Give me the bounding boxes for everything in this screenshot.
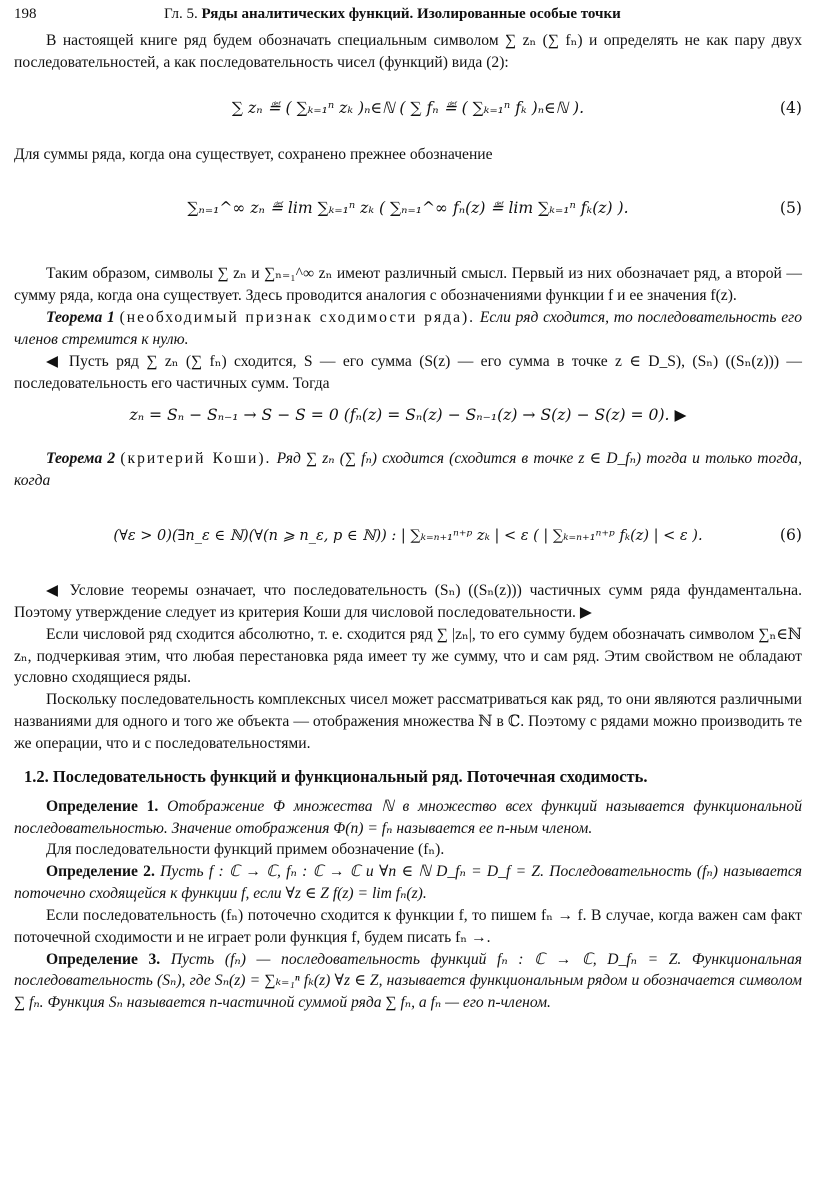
proof-1-equation-body: zₙ = Sₙ − Sₙ₋₁ → S − S = 0 (fₙ(z) = Sₙ(z) − Sₙ₋₁(z) → S(z) − S(z) = 0). ▶: [129, 405, 687, 424]
page-number: 198: [14, 6, 37, 22]
paragraph-6: Для последовательности функций примем обозначение (fₙ).: [46, 841, 445, 859]
paragraph-3: Таким образом, символы ∑ zₙ и ∑ₙ₌₁^∞ zₙ имеют различный смысл. Первый из них обозначает ряд, а второй — сумму ряда, когда она существует. Здесь проводится аналогия с обозначениями функции f и ее значения f(z).: [14, 265, 802, 305]
theorem-2-label: Теорема 2: [46, 450, 116, 468]
definition-2-body: Пусть f : ℂ → ℂ, fₙ : ℂ → ℂ и ∀n ∈ ℕ D_fₙ = D_f = Z. Последовательность (fₙ) называется поточечно сходящейся к функции f, если ∀z ∈ Z f(z) = lim fₙ(z).: [14, 863, 803, 903]
proof-2: ◀ Условие теоремы означает, что последовательность (Sₙ) ((Sₙ(z))) частичных сумм ряда фундаментальна. Поэтому утверждение следует из критерия Коши для числовой последовательности. ▶: [14, 582, 802, 621]
definition-1-label: Определение 1.: [46, 797, 159, 815]
theorem-1-label: Теорема 1: [46, 309, 115, 327]
definition-3: [14, 949, 802, 1014]
section-heading: 1.2. Последовательность функций и функциональный ряд. Поточечная сходимость.: [24, 766, 648, 786]
equation-6-number: (6): [779, 526, 802, 545]
paragraph-4: Если числовой ряд сходится абсолютно, т. е. сходится ряд ∑ |zₙ|, то его сумму будем обозначать символом ∑ₙ∈ℕ zₙ, подчеркивая этим, что любая перестановка ряда имеет ту же сумму, что и сам ряд. Этим свойством не обладают условно сходящиеся ряды.: [14, 625, 802, 687]
page-header: [14, 4, 802, 30]
chapter-label: Гл. 5.: [164, 6, 198, 22]
definition-2: [14, 861, 802, 905]
theorem-1: [14, 307, 802, 351]
equation-6: [14, 494, 802, 578]
definition-3-body: Пусть (fₙ) — последовательность функций fₙ : ℂ → ℂ, D_fₙ = Z. Функциональная последовательность (Sₙ), где Sₙ(z) = ∑ₖ₌₁ⁿ fₖ(z) ∀z ∈ Z, называется функциональным рядом и обозначается символом ∑ fₙ. Функция Sₙ называется n-частичной суммой ряда ∑ fₙ, а fₙ — его n-членом.: [14, 950, 802, 1012]
equation-5-number: (5): [779, 198, 802, 217]
theorem-1-statement: Если ряд сходится, то последовательность его членов стремится к нулю.: [14, 309, 802, 348]
book-page: [14, 4, 802, 1014]
equation-5: [14, 167, 802, 249]
equation-6-body: (∀ε > 0)(∃n_ε ∈ ℕ)(∀(n ⩾ n_ε, p ∈ ℕ)) : | ∑ₖ₌ₙ₊₁ⁿ⁺ᵖ zₖ | < ε ( | ∑ₖ₌ₙ₊₁ⁿ⁺ᵖ fₖ(z) | < ε ).: [113, 527, 703, 544]
theorem-1-name: (необходимый признак сходимости ряда).: [119, 309, 476, 327]
paragraph-2: Для суммы ряда, когда она существует, сохранено прежнее обозначение: [14, 145, 493, 163]
equation-4-body: ∑ zₙ ≝ ( ∑ₖ₌₁ⁿ zₖ )ₙ∈ℕ ( ∑ fₙ ≝ ( ∑ₖ₌₁ⁿ fₖ )ₙ∈ℕ ).: [231, 98, 585, 117]
proof-1-equation: [14, 396, 802, 434]
definition-2-label: Определение 2.: [46, 863, 155, 881]
equation-5-body: ∑ₙ₌₁^∞ zₙ ≝ lim ∑ₖ₌₁ⁿ zₖ ( ∑ₙ₌₁^∞ fₙ(z) ≝ lim ∑ₖ₌₁ⁿ fₖ(z) ).: [187, 198, 629, 217]
chapter-title: Ряды аналитических функций. Изолированные особые точки: [201, 6, 621, 22]
paragraph-1: В настоящей книге ряд будем обозначать специальным символом ∑ zₙ (∑ fₙ) и определять не как пару двух последовательностей, а как последовательность чисел (функций) вида (2):: [14, 32, 802, 71]
paragraph-5: Поскольку последовательность комплексных чисел может рассматриваться как ряд, то они являются различными названиями для одного и того же объекта — отображения множества ℕ в ℂ. Поэтому с рядами можно производить те же операции, что и с последовательностями.: [14, 691, 802, 752]
definition-3-label: Определение 3.: [46, 950, 161, 968]
equation-4-number: (4): [779, 98, 802, 117]
theorem-2-statement: Ряд ∑ zₙ (∑ fₙ) сходится (сходится в точке z ∈ D_fₙ) тогда и только тогда, когда: [14, 450, 802, 490]
proof-1: ◀ Пусть ряд ∑ zₙ (∑ fₙ) сходится, S — его сумма (S(z) — его сумма в точке z ∈ D_S), (Sₙ) ((Sₙ(z))) — последовательность его частичных сумм. Тогда: [14, 352, 802, 392]
paragraph-7: Если последовательность (fₙ) поточечно сходится к функции f, то пишем fₙ → f. В случае, когда важен сам факт поточечной сходимости и не играет роли функция f, будем писать fₙ →.: [14, 906, 802, 946]
definition-1-body: Отображение Φ множества ℕ в множество всех функций называется функциональной последовательностью. Значение отображения Φ(n) = fₙ называется ее n-ным членом.: [14, 797, 802, 837]
theorem-2-name: (критерий Коши).: [120, 450, 272, 468]
running-title: [164, 4, 621, 25]
definition-1: [14, 796, 802, 840]
theorem-2: [14, 448, 802, 492]
equation-4: [14, 76, 802, 142]
